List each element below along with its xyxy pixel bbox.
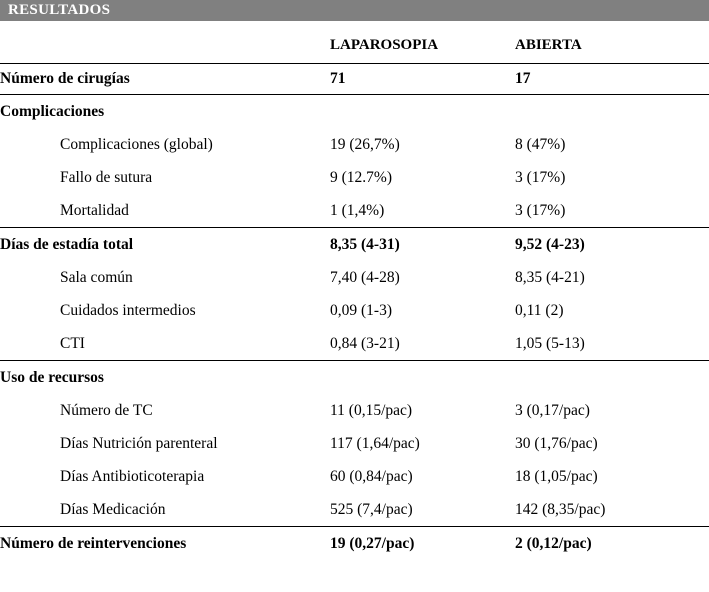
row-value-abierta: 142 (8,35/pac)	[515, 493, 709, 527]
row-value-abierta: 17	[515, 64, 709, 95]
table-body	[0, 21, 709, 560]
row-value-laparoscopia	[330, 361, 515, 395]
table-row	[0, 194, 709, 228]
row-value-abierta: 0,11 (2)	[515, 301, 564, 319]
row-value-abierta	[515, 361, 709, 395]
row-value-abierta: 8 (47%)	[515, 135, 566, 153]
table-row	[0, 95, 709, 129]
column-header-abierta: ABIERTA	[515, 21, 709, 64]
row-value-laparoscopia: 8,35 (4-31)	[330, 235, 400, 253]
row-value-laparoscopia: 19 (0,27/pac)	[330, 534, 415, 552]
row-label: Mortalidad	[0, 194, 330, 228]
table-row	[0, 64, 709, 95]
row-value-laparoscopia	[330, 95, 515, 129]
row-value-laparoscopia: 60 (0,84/pac)	[330, 467, 413, 485]
row-value-laparoscopia: 19 (26,7%)	[330, 135, 400, 153]
row-label: CTI	[0, 327, 330, 361]
row-value-abierta: 1,05 (5-13)	[515, 327, 709, 361]
table-row	[0, 128, 709, 161]
table-row	[0, 161, 709, 194]
row-value-abierta: 3 (17%)	[515, 168, 566, 186]
row-value-abierta	[515, 95, 709, 129]
row-label: Uso de recursos	[0, 368, 104, 386]
table-row	[0, 261, 709, 294]
row-label: Cuidados intermedios	[60, 301, 196, 319]
table-row	[0, 228, 709, 262]
row-value-abierta: 2 (0,12/pac)	[515, 534, 592, 552]
row-label: Días Medicación	[0, 493, 330, 527]
row-value-abierta: 30 (1,76/pac)	[515, 434, 598, 452]
row-value-abierta: 3 (17%)	[515, 194, 709, 228]
row-label: Días Nutrición parenteral	[60, 434, 218, 452]
row-label: Fallo de sutura	[60, 168, 153, 186]
row-label: Número de cirugías	[0, 64, 330, 95]
results-table	[0, 21, 709, 560]
row-value-laparoscopia: 71	[330, 64, 515, 95]
row-value-laparoscopia: 117 (1,64/pac)	[330, 434, 420, 452]
table-row	[0, 294, 709, 327]
row-value-laparoscopia: 7,40 (4-28)	[330, 268, 400, 286]
table-row	[0, 327, 709, 361]
table-row	[0, 493, 709, 527]
row-label: Días de estadía total	[0, 235, 134, 253]
table-row	[0, 460, 709, 493]
table-row	[0, 527, 709, 561]
row-value-abierta: 9,52 (4-23)	[515, 235, 585, 253]
row-value-laparoscopia: 0,09 (1-3)	[330, 301, 392, 319]
row-value-abierta: 3 (0,17/pac)	[515, 401, 590, 419]
row-value-laparoscopia: 9 (12.7%)	[330, 168, 392, 186]
row-label: Días Antibioticoterapia	[60, 467, 205, 485]
page-title: RESULTADOS	[0, 0, 709, 21]
row-label: Sala común	[60, 268, 133, 286]
row-label: Número de TC	[60, 401, 153, 419]
row-label: Complicaciones	[0, 102, 105, 120]
column-header-blank	[0, 21, 330, 64]
row-label: Complicaciones (global)	[60, 135, 213, 153]
row-value-abierta: 18 (1,05/pac)	[515, 467, 598, 485]
row-value-laparoscopia: 1 (1,4%)	[330, 194, 515, 228]
row-label: Número de reintervenciones	[0, 534, 187, 552]
row-value-abierta: 8,35 (4-21)	[515, 268, 585, 286]
row-value-laparoscopia: 11 (0,15/pac)	[330, 401, 413, 419]
table-row	[0, 361, 709, 395]
row-value-laparoscopia: 525 (7,4/pac)	[330, 493, 515, 527]
row-value-laparoscopia: 0,84 (3-21)	[330, 327, 515, 361]
table-header-row	[0, 21, 709, 64]
table-row	[0, 427, 709, 460]
column-header-laparoscopia: LAPAROSOPIA	[330, 21, 515, 64]
table-row	[0, 394, 709, 427]
